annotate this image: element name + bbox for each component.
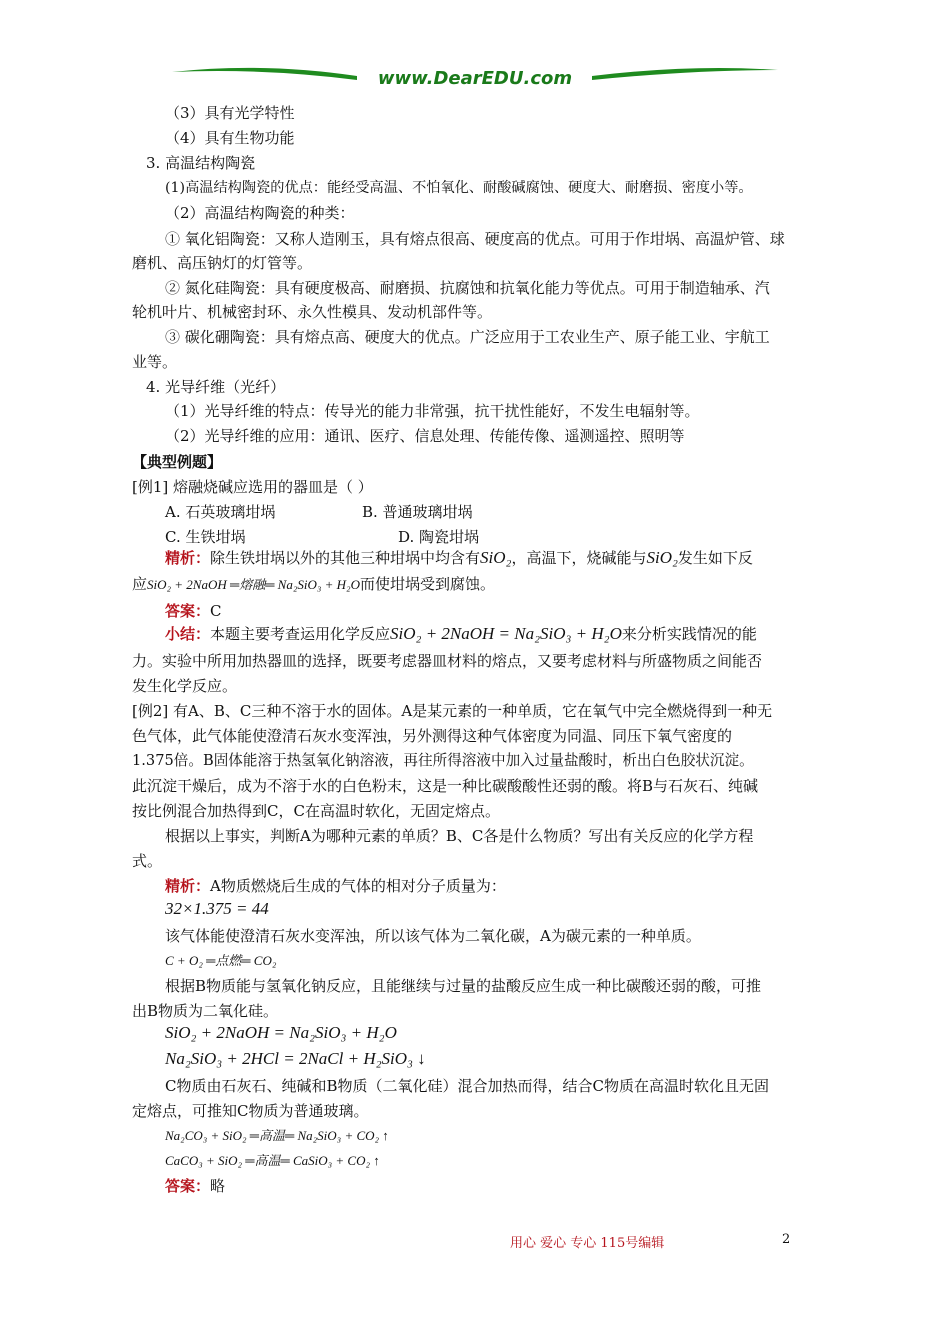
- text-line: （2）高温结构陶瓷的种类：: [165, 204, 355, 222]
- analysis-label: 精析：: [165, 549, 211, 567]
- text: 来分析实践情况的能: [621, 625, 757, 643]
- equation-line: [132, 574, 495, 595]
- text-line: (1)高温结构陶瓷的优点：能经受高温、不怕氧化、耐酸碱腐蚀、硬度大、耐磨损、密度小等。: [165, 180, 753, 196]
- text-line: 根据B物质能与氢氧化钠反应，且能继续与过量的盐酸反应生成一种比碳酸还弱的酸，可推: [165, 977, 762, 995]
- formula: SiO₂: [646, 548, 678, 567]
- section-heading: 3. 高温结构陶瓷: [146, 154, 256, 172]
- summary-label: 小结：: [165, 625, 211, 643]
- site-logo[interactable]: www.DearEDU.com: [377, 68, 573, 89]
- equation: SiO₂ + 2NaOH = Na₂SiO₃ + H₂O: [165, 1023, 397, 1042]
- text-line: 式。: [132, 852, 163, 870]
- answer-value: 略: [210, 1177, 226, 1195]
- analysis-line: [165, 876, 506, 896]
- equation: Na₂SiO₃ + 2HCl = 2NaCl + H₂SiO₃ ↓: [165, 1049, 426, 1068]
- text-line: ② 氮化硅陶瓷：具有硬度极高、耐磨损、抗腐蚀和抗氧化能力等优点。可用于制造轴承、汽: [165, 279, 770, 297]
- section-heading: 4. 光导纤维（光纤）: [146, 378, 286, 396]
- text-line: （3）具有光学特性: [165, 104, 295, 122]
- equation: CaCO₃ + SiO₂ ═高温═ CaSiO₃ + CO₂ ↑: [165, 1153, 380, 1168]
- text-line: 该气体能使澄清石灰水变浑浊，所以该气体为二氧化碳，A为碳元素的一种单质。: [165, 927, 701, 945]
- text-line: （1）光导纤维的特点：传导光的能力非常强，抗干扰性能好，不发生电辐射等。: [165, 402, 700, 420]
- page-header: [172, 62, 778, 98]
- text-line: 根据以上事实，判断A为哪种元素的单质？B、C各是什么物质？写出有关反应的化学方程: [165, 827, 754, 845]
- text: 而使坩埚受到腐蚀。: [359, 575, 495, 593]
- text-line: 色气体，此气体能使澄清石灰水变浑浊，另外测得这种气体密度为同温、同压下氧气密度的: [132, 727, 733, 745]
- text-line: C物质由石灰石、纯碱和B物质（二氧化硅）混合加热而得，结合C物质在高温时软化且无固: [165, 1077, 769, 1095]
- footer-text: 用心 爱心 专心 115号编辑: [510, 1236, 665, 1251]
- text-line: 业等。: [132, 353, 178, 371]
- formula: SiO₂: [480, 548, 512, 567]
- text-line: 轮机叶片、机械密封环、永久性模具、发动机部件等。: [132, 303, 493, 321]
- option-b: B. 普通玻璃坩埚: [362, 503, 473, 521]
- answer-line: [165, 601, 222, 621]
- section-heading: 【典型例题】: [132, 453, 223, 471]
- text-line: ① 氧化铝陶瓷：又称人造刚玉，具有熔点很高、硬度高的优点。可用于作坩埚、高温炉管、球: [165, 230, 785, 248]
- equation: Na₂CO₃ + SiO₂ ═高温═ Na₂SiO₃ + CO₂ ↑: [165, 1128, 389, 1143]
- answer-value: C: [210, 602, 222, 620]
- option-a: A. 石英玻璃坩埚: [165, 503, 276, 521]
- text-line: [例2] 有A、B、C三种不溶于水的固体。A是某元素的一种单质，它在氧气中完全燃烧得到一种无: [132, 702, 773, 720]
- text-line: [例1] 熔融烧碱应选用的器皿是（ ）: [132, 478, 373, 496]
- option-d: D. 陶瓷坩埚: [398, 528, 480, 546]
- text-line: （2）光导纤维的应用：通讯、医疗、信息处理、传能传像、遥测遥控、照明等: [165, 427, 685, 445]
- text-line: 1.375倍。B固体能溶于热氢氧化钠溶液，再往所得溶液中加入过量盐酸时，析出白色胶状沉淀。: [132, 752, 754, 769]
- text-line: 定熔点，可推知C物质为普通玻璃。: [132, 1102, 369, 1120]
- analysis-line: [165, 548, 753, 568]
- text: 发生如下反: [677, 549, 753, 567]
- calculation: 32×1.375 = 44: [165, 899, 269, 918]
- text: A物质燃烧后生成的气体的相对分子质量为：: [210, 877, 506, 895]
- text-line: 出B物质为二氧化硅。: [132, 1002, 279, 1020]
- equation: SiO₂ + 2NaOH = Na₂SiO₃ + H₂O: [390, 624, 622, 643]
- answer-label: 答案：: [165, 602, 211, 620]
- answer-label: 答案：: [165, 1177, 211, 1195]
- answer-line: [165, 1176, 225, 1196]
- analysis-label: 精析：: [165, 877, 211, 895]
- equation: C + O₂ ═点燃═ CO₂: [165, 953, 277, 968]
- equation: SiO₂ + 2NaOH ═熔融═ Na₂SiO₃ + H₂O: [147, 577, 360, 592]
- option-c: C. 生铁坩埚: [165, 528, 246, 546]
- text-line: 按比例混合加热得到C，C在高温时软化，无固定熔点。: [132, 802, 500, 820]
- text-line: 发生化学反应。: [132, 677, 238, 695]
- text-line: （4）具有生物功能: [165, 129, 295, 147]
- text-line: 力。实验中所用加热器皿的选择，既要考虑器皿材料的熔点，又要考虑材料与所盛物质之间能否: [132, 652, 763, 670]
- text-line: ③ 碳化硼陶瓷：具有熔点高、硬度大的优点。广泛应用于工农业生产、原子能工业、宇航工: [165, 328, 770, 346]
- text-line: 磨机、高压钠灯的灯管等。: [132, 254, 313, 272]
- text: ，高温下，烧碱能与: [511, 549, 647, 567]
- page-number: 2: [782, 1232, 791, 1247]
- text: 应: [132, 575, 148, 593]
- summary-line: [165, 624, 757, 644]
- text: 本题主要考查运用化学反应: [210, 625, 391, 643]
- text-line: 此沉淀干燥后，成为不溶于水的白色粉末，这是一种比碳酸酸性还弱的酸。将B与石灰石、纯碱: [132, 777, 759, 795]
- text: 除生铁坩埚以外的其他三种坩埚中均含有: [210, 549, 481, 567]
